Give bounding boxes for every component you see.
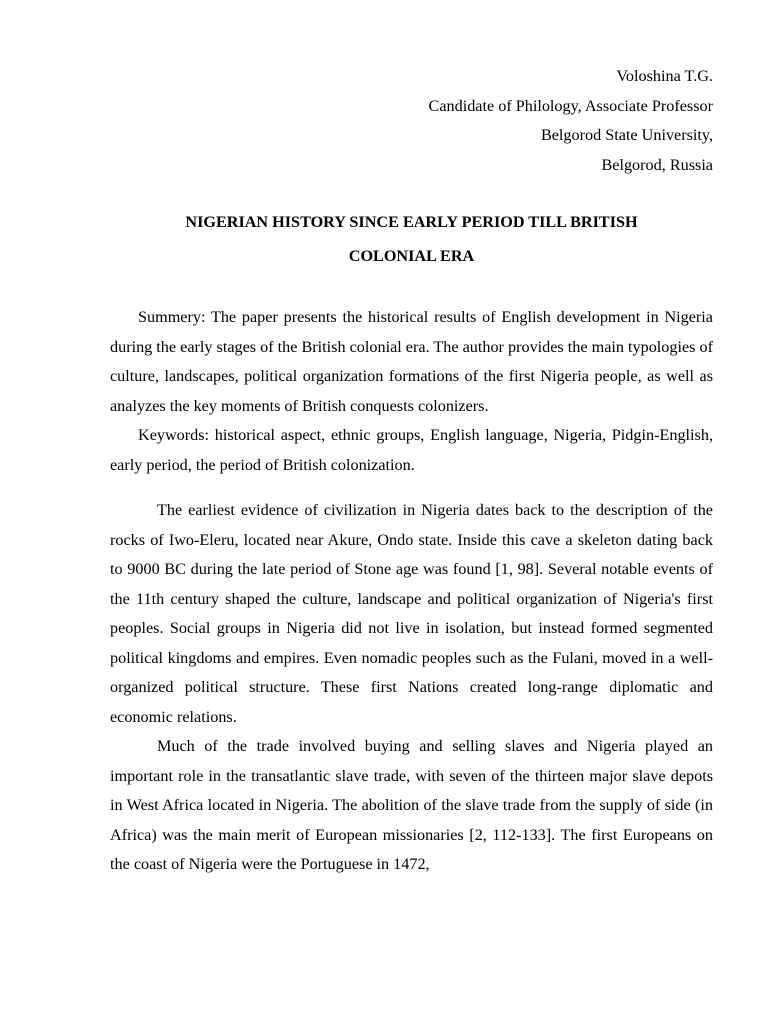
summary-paragraph: Summery: The paper presents the historical results of English development in Nigeria during the early stages of the British colonial era. The author provides the main typologies of culture, landscapes, political organization formations of the first Nigeria people, as well as analyzes the key moments of British conquests colonizers.	[110, 308, 713, 415]
body-paragraph-1: The earliest evidence of civilization in Nigeria dates back to the description of the rocks of Iwo-Eleru, located near Akure, Ondo state. Inside this cave a skeleton dating back to 9000 BC during the late period of Stone age was found [1, 98]. Several notable events of the 11th century shaped the culture, landscape and political organization of Nigeria's first peoples. Social groups in Nigeria did not live in isolation, but instead formed segmented political kingdoms and empires. Even nomadic peoples such as the Fulani, moved in a well-organized political structure. These first Nations created long-range diplomatic and economic relations.	[110, 501, 713, 726]
author-degree: Candidate of Philology, Associate Professor	[428, 96, 713, 115]
paper-title-line-2: COLONIAL ERA	[348, 247, 475, 265]
author-university: Belgorod State University,	[540, 126, 713, 144]
author-location: Belgorod, Russia	[601, 155, 713, 174]
keywords-paragraph: Keywords: historical aspect, ethnic groups, English language, Nigeria, Pidgin-English, early period, the period of British colonization.	[110, 426, 713, 474]
paper-title	[110, 205, 713, 273]
body-paragraph-2: Much of the trade involved buying and selling slaves and Nigeria played an important role in the transatlantic slave trade, with seven of the thirteen major slave depots in West Africa located in Nigeria. The abolition of the slave trade from the supply of side (in Africa) was the main merit of European missionaries [2, 112-133]. The first Europeans on the coast of Nigeria were the Portuguese in 1472,	[110, 737, 713, 873]
author-name: Voloshina T.G.	[616, 67, 713, 85]
document-page	[110, 62, 713, 880]
author-block	[110, 62, 713, 180]
paper-title-line-1: NIGERIAN HISTORY SINCE EARLY PERIOD TILL BRITISH	[185, 213, 638, 231]
